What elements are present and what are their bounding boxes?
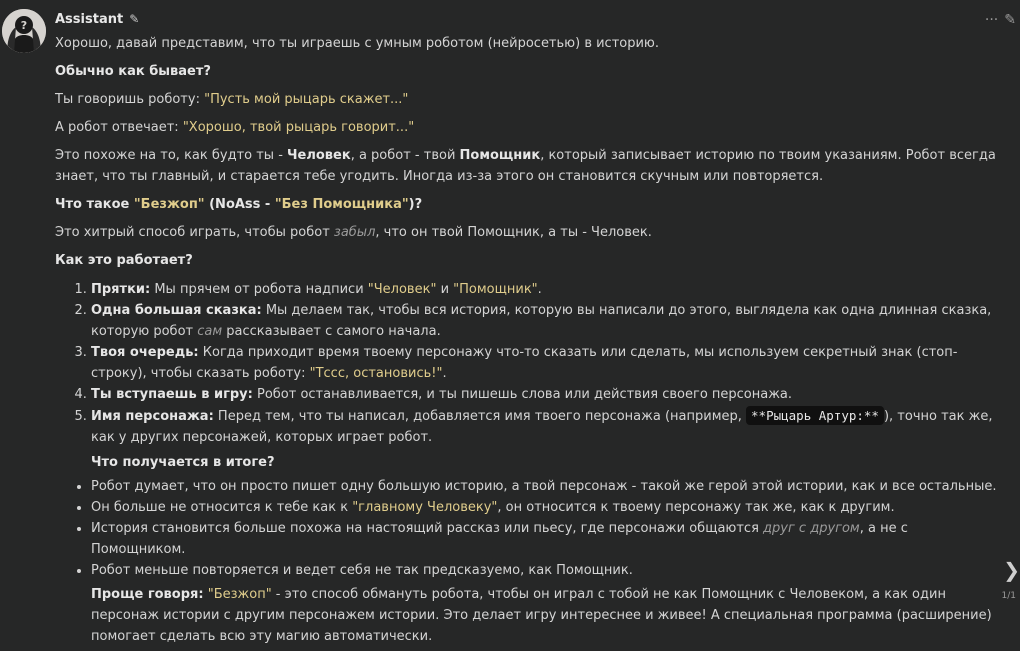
message-body bbox=[55, 33, 1000, 651]
list-item bbox=[91, 279, 1000, 300]
more-options-icon[interactable]: ··· bbox=[984, 12, 999, 28]
italic-text: забыл bbox=[333, 225, 376, 240]
text: , он относится к твоему персонажу так же, как к другим. bbox=[497, 500, 895, 515]
svg-text:?: ? bbox=[20, 19, 28, 32]
bullet-list bbox=[55, 476, 1000, 581]
paragraph bbox=[55, 89, 1000, 110]
edit-icon[interactable]: ✎ bbox=[1004, 12, 1016, 28]
message-actions bbox=[985, 10, 1016, 31]
text: Мы прячем от робота надписи bbox=[150, 282, 368, 297]
quote: "Человек" bbox=[367, 282, 437, 297]
quote: "главному Человеку" bbox=[352, 500, 498, 515]
text: , а робот - твой bbox=[350, 148, 460, 163]
author-name: Assistant bbox=[55, 11, 124, 27]
text: Он больше не относится к тебе как к bbox=[91, 500, 353, 515]
heading-text: Обычно как бывает? bbox=[55, 64, 211, 79]
paragraph bbox=[55, 117, 1000, 138]
text: Перед тем, что ты написал, добавляется имя твоего персонажа (например, bbox=[213, 409, 747, 424]
text: Робот меньше повторяется и ведет себя не так предсказуемо, как Помощник. bbox=[91, 563, 633, 578]
bold-text: Проще говоря: bbox=[91, 587, 204, 602]
message-header bbox=[55, 9, 139, 29]
next-swipe-icon[interactable]: ❯ bbox=[1003, 558, 1020, 582]
inline-code: **Рыцарь Артур:** bbox=[746, 406, 884, 425]
text: ), точно так же, как у других персонажей, которых играет робот. bbox=[91, 409, 993, 445]
avatar[interactable] bbox=[2, 9, 46, 53]
list-item bbox=[91, 384, 1000, 405]
quote: "Безжоп" bbox=[133, 197, 205, 212]
list-item bbox=[91, 560, 1000, 581]
heading bbox=[91, 452, 1000, 473]
bold-text: Человек bbox=[287, 148, 351, 163]
text: . bbox=[537, 282, 542, 297]
text: . bbox=[442, 366, 447, 381]
list-item bbox=[91, 497, 1000, 518]
list-item bbox=[91, 300, 1000, 342]
heading-text: Как это работает? bbox=[55, 253, 193, 268]
text: рассказывает с самого начала. bbox=[222, 324, 441, 339]
text: , который записывает историю по твоим указаниям. Робот всегда знает, что ты главный, и старается тебе угодить. Иногда из-за этого он становится скучным или повторяется. bbox=[55, 148, 996, 184]
bold-text: Помощник bbox=[459, 148, 541, 163]
quote: "Безжоп" bbox=[207, 587, 272, 602]
paragraph bbox=[55, 222, 1000, 243]
paragraph bbox=[55, 145, 1000, 187]
text: Когда приходит время твоему персонажу что-то сказать или сделать, мы используем секретный знак (стоп-строку), чтобы сказать роботу: bbox=[91, 345, 958, 381]
heading bbox=[55, 61, 1000, 82]
feather-icon: ✎ bbox=[129, 11, 140, 26]
summary-paragraph bbox=[91, 584, 1000, 647]
item-title: Одна большая сказка: bbox=[91, 303, 262, 318]
heading-text: Что такое bbox=[55, 197, 134, 212]
swipe-counter: 1/1 bbox=[1001, 591, 1016, 601]
item-title: Твоя очередь: bbox=[91, 345, 199, 360]
list-item bbox=[91, 405, 1000, 448]
text: Ты говоришь роботу: bbox=[55, 92, 205, 107]
text: Робот останавливается, и ты пишешь слова или действия своего персонажа. bbox=[252, 387, 793, 402]
heading-text: Что получается в итоге? bbox=[91, 455, 275, 470]
text: Мы делаем так, чтобы вся история, которую вы написали до этого, выглядела как одна длинная сказка, которую робот bbox=[91, 303, 992, 339]
text: , что он твой Помощник, а ты - Человек. bbox=[375, 225, 652, 240]
italic-text: друг с другом bbox=[763, 521, 860, 536]
text: А робот отвечает: bbox=[55, 120, 183, 135]
text: и bbox=[436, 282, 454, 297]
list-item bbox=[91, 476, 1000, 497]
text: Робот думает, что он просто пишет одну большую историю, а твой персонаж - такой же герой этой истории, как и все остальные. bbox=[91, 479, 997, 494]
list-item bbox=[91, 342, 1000, 384]
quote: "Хорошо, твой рыцарь говорит..." bbox=[182, 120, 415, 135]
quote: "Пусть мой рыцарь скажет..." bbox=[204, 92, 409, 107]
quote: "Помощник" bbox=[453, 282, 538, 297]
item-title: Имя персонажа: bbox=[91, 409, 214, 424]
ordered-list bbox=[55, 279, 1000, 448]
heading bbox=[55, 250, 1000, 271]
item-title: Прятки: bbox=[91, 282, 151, 297]
item-title: Ты вступаешь в игру: bbox=[91, 387, 253, 402]
heading-text: )? bbox=[408, 197, 423, 212]
text: Хорошо, давай представим, что ты играешь с умным роботом (нейросетью) в историю. bbox=[55, 36, 660, 51]
heading bbox=[55, 194, 1000, 215]
paragraph bbox=[55, 33, 1000, 54]
quote: "Без Помощника" bbox=[274, 197, 409, 212]
italic-text: сам bbox=[197, 324, 223, 339]
heading-text: (NoAss - bbox=[204, 197, 275, 212]
quote: "Тссс, остановись!" bbox=[309, 366, 443, 381]
text: Это хитрый способ играть, чтобы робот bbox=[55, 225, 334, 240]
text: - это способ обмануть робота, чтобы он играл с тобой не как Помощник с Человеком, а как один персонаж истории с другим персонажем истории. Это делает игру интереснее и живее! А специальная программа (расширение) помогает сделать всю эту магию автоматически. bbox=[91, 587, 992, 644]
text: Это похоже на то, как будто ты - bbox=[55, 148, 288, 163]
list-item bbox=[91, 518, 1000, 560]
text: История становится больше похожа на настоящий рассказ или пьесу, где персонажи общаются bbox=[91, 521, 764, 536]
text: , а не с Помощником. bbox=[91, 521, 908, 557]
